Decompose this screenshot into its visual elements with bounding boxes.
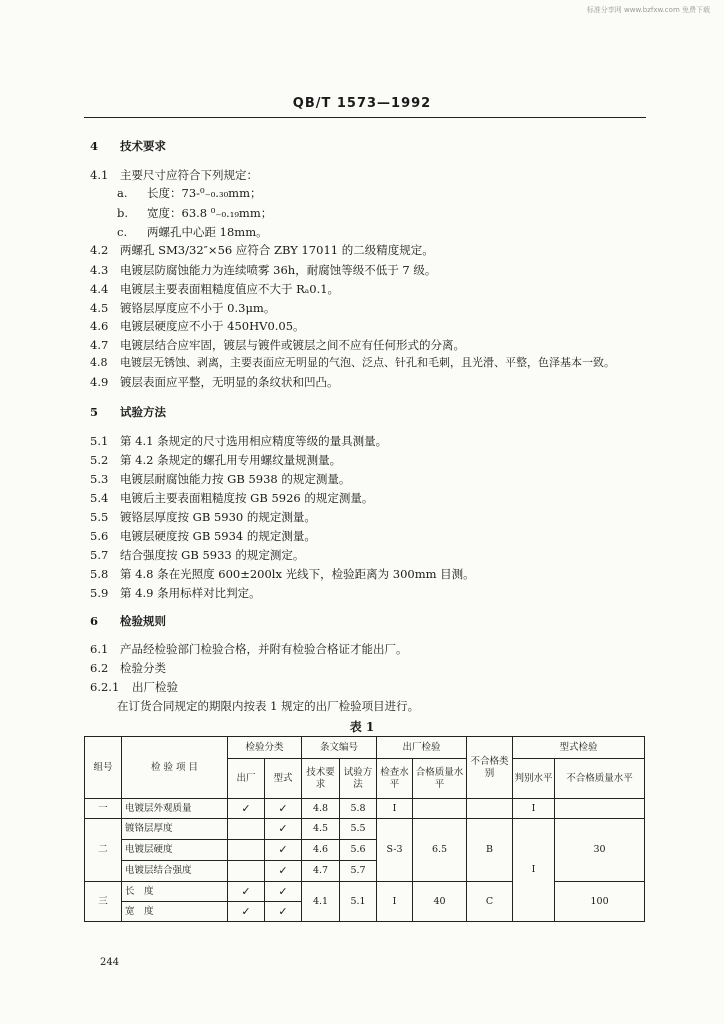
clause-4-3: 4.3 电镀层防腐蚀能力为连续喷雾 36h，耐腐蚀等级不低于 7 级。 (90, 263, 437, 277)
row-test: 5.7 (340, 861, 377, 882)
empty-cell (228, 840, 265, 861)
check-mark: ✓ (228, 902, 265, 922)
header-inspection-class: 检验分类 (228, 737, 302, 759)
clause-4-1-c: c. 两螺孔中心距 18mm。 (117, 225, 268, 239)
clause-4-2: 4.2 两螺孔 SM3/32″×56 应符合 ZBY 17011 的二级精度规定。 (90, 243, 434, 257)
header-nonconform: 不合格类别 (467, 737, 513, 799)
g1-class (467, 799, 513, 819)
group-2: 二 (85, 819, 122, 882)
row-tech: 4.1 (302, 882, 340, 922)
g3-aql: 40 (413, 882, 467, 922)
g3-rql: 100 (555, 882, 645, 922)
g1-aql (413, 799, 467, 819)
check-mark: ✓ (228, 799, 265, 819)
header-tech-req: 技术要求 (302, 759, 340, 799)
section-4-heading: 4 技术要求 (90, 139, 166, 153)
check-mark: ✓ (265, 840, 302, 861)
g3-class: C (467, 882, 513, 922)
clause-6-2-1: 6.2.1 出厂检验 (90, 680, 178, 694)
row-test: 5.1 (340, 882, 377, 922)
g2-aql: 6.5 (413, 819, 467, 882)
clause-5-2: 5.2 第 4.2 条规定的螺孔用专用螺纹量规测量。 (90, 453, 342, 467)
row-test: 5.5 (340, 819, 377, 840)
header-type: 型式 (265, 759, 302, 799)
header-clause: 条文编号 (302, 737, 377, 759)
clause-6-2: 6.2 检验分类 (90, 661, 166, 675)
check-mark: ✓ (265, 819, 302, 840)
empty-cell (228, 861, 265, 882)
row-test: 5.6 (340, 840, 377, 861)
page-number: 244 (100, 957, 120, 968)
section-5-heading: 5 试验方法 (90, 405, 166, 419)
clause-5-8: 5.8 第 4.8 条在光照度 600±200lx 光线下，检验距离为 300mm 目测。 (90, 567, 475, 581)
table-title: 表 1 (349, 720, 375, 734)
row-tech: 4.7 (302, 861, 340, 882)
row-tech: 4.6 (302, 840, 340, 861)
header-rule (84, 117, 646, 118)
clause-5-7: 5.7 结合强度按 GB 5933 的规定测定。 (90, 548, 305, 562)
g23-disc: I (513, 819, 555, 922)
g1-level: I (377, 799, 413, 819)
check-mark: ✓ (265, 902, 302, 922)
row-test: 5.8 (340, 799, 377, 819)
clause-4-4: 4.4 电镀层主要表面粗糙度值应不大于 Rₐ0.1。 (90, 282, 340, 296)
header-type-inspection: 型式检验 (513, 737, 645, 759)
clause-6-2-1-para: 在订货合同规定的期限内按表 1 规定的出厂检验项目进行。 (117, 699, 420, 713)
clause-5-4: 5.4 电镀后主要表面粗糙度按 GB 5926 的规定测量。 (90, 491, 374, 505)
header-test-method: 试验方法 (340, 759, 377, 799)
header-disc-level: 判别水平 (513, 759, 555, 799)
header-rql: 不合格质量水平 (555, 759, 645, 799)
g3-level: I (377, 882, 413, 922)
clause-5-1: 5.1 第 4.1 条规定的尺寸选用相应精度等级的量具测量。 (90, 434, 388, 448)
header-group: 组号 (85, 737, 122, 799)
clause-5-5: 5.5 镀铬层厚度按 GB 5930 的规定测量。 (90, 510, 316, 524)
row-item: 电镀层结合强度 (122, 861, 228, 882)
row-tech: 4.8 (302, 799, 340, 819)
inspection-table (84, 736, 645, 922)
header-aql: 合格质量水平 (413, 759, 467, 799)
group-3: 三 (85, 882, 122, 922)
row-item: 电镀层硬度 (122, 840, 228, 861)
clause-6-1: 6.1 产品经检验部门检验合格，并附有检验合格证才能出厂。 (90, 642, 408, 656)
g2-class: B (467, 819, 513, 882)
g2-rql: 30 (555, 819, 645, 882)
clause-4-6: 4.6 电镀层硬度应不小于 450HV0.05。 (90, 319, 305, 333)
header-inspection-level: 检查水平 (377, 759, 413, 799)
section-6-heading: 6 检验规则 (90, 614, 166, 628)
header-factory: 出厂 (228, 759, 265, 799)
clause-4-1-a: a. 长度：73-⁰₋₀.₃₀mm； (117, 186, 262, 200)
row-item: 长 度 (122, 882, 228, 902)
clause-4-1: 4.1 主要尺寸应符合下列规定： (90, 168, 258, 182)
group-1: 一 (85, 799, 122, 819)
check-mark: ✓ (265, 861, 302, 882)
watermark: 标准分享网 www.bzfxw.com 免费下载 (586, 6, 710, 14)
check-mark: ✓ (265, 882, 302, 902)
check-mark: ✓ (228, 882, 265, 902)
clause-5-6: 5.6 电镀层硬度按 GB 5934 的规定测量。 (90, 529, 316, 543)
clause-4-7: 4.7 电镀层结合应牢固，镀层与镀件或镀层之间不应有任何形式的分离。 (90, 338, 465, 352)
header-item: 检 验 项 目 (122, 737, 228, 799)
clause-4-9: 4.9 镀层表面应平整，无明显的条纹状和凹凸。 (90, 375, 339, 389)
g2-level: S-3 (377, 819, 413, 882)
clause-4-5: 4.5 镀铬层厚度应不小于 0.3μm。 (90, 301, 276, 315)
clause-4-8: 4.8 电镀层无锈蚀、剥离，主要表面应无明显的气泡、泛点、针孔和毛刺，且光滑、平整，色泽基本一致。 (90, 356, 615, 369)
g1-rql (555, 799, 645, 819)
clause-4-1-b: b. 宽度：63.8 ⁰₋₀.₁₉mm； (117, 206, 273, 220)
check-mark: ✓ (265, 799, 302, 819)
row-item: 镀铬层厚度 (122, 819, 228, 840)
header-factory-inspection: 出厂检验 (377, 737, 467, 759)
page-header: QB/T 1573—1992 (292, 96, 432, 111)
row-tech: 4.5 (302, 819, 340, 840)
clause-5-9: 5.9 第 4.9 条用标样对比判定。 (90, 586, 261, 600)
g1-disc: I (513, 799, 555, 819)
clause-5-3: 5.3 电镀层耐腐蚀能力按 GB 5938 的规定测量。 (90, 472, 351, 486)
row-item: 宽 度 (122, 902, 228, 922)
row-item: 电镀层外观质量 (122, 799, 228, 819)
empty-cell (228, 819, 265, 840)
